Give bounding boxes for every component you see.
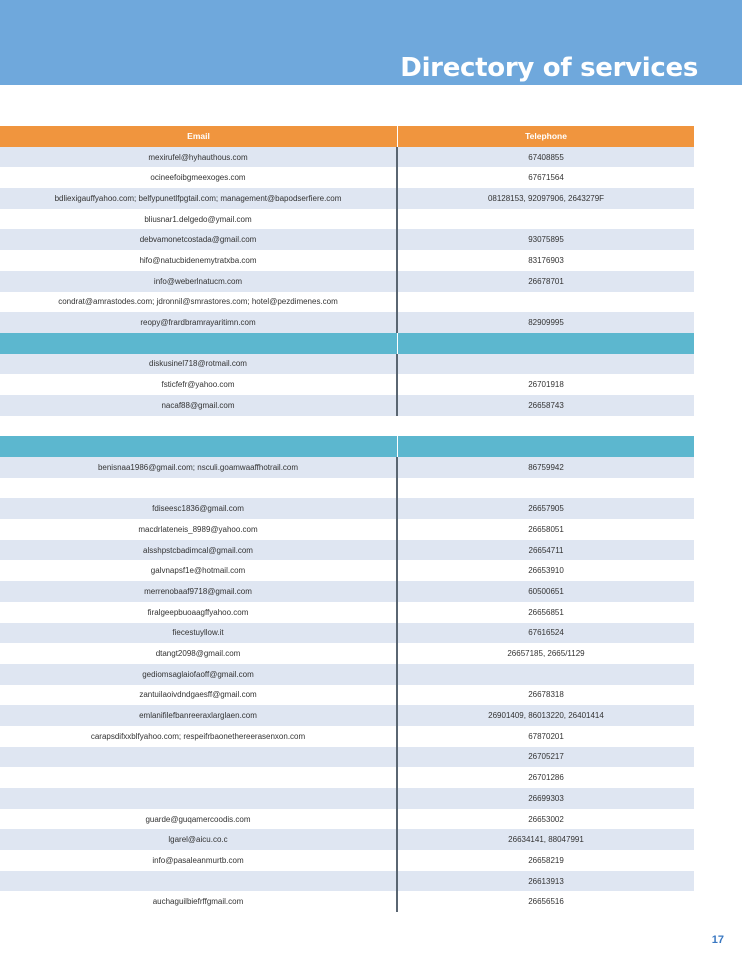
email-cell: alsshpstcbadimcal@gmail.com [0, 540, 398, 561]
email-cell: benisnaa1986@gmail.com; nsculi.goamwaaffhotrail.com [0, 457, 398, 478]
email-cell: guarde@guqamercoodis.com [0, 809, 398, 830]
telephone-cell: 26656851 [528, 607, 564, 617]
telephone-cell [398, 209, 694, 230]
table-row [0, 271, 694, 292]
email-cell [0, 788, 398, 809]
table-row [0, 829, 694, 850]
telephone-cell: 26901409, 86013220, 26401414 [488, 711, 604, 721]
telephone-cell: 26658219 [528, 855, 564, 865]
table-row [0, 250, 694, 271]
table-row [0, 809, 694, 830]
email-cell: dtangt2098@gmail.com [0, 643, 398, 664]
telephone-cell [398, 333, 694, 354]
email-cell: galvnapsf1e@hotmail.com [0, 560, 398, 581]
table-row [0, 705, 694, 726]
table-row [0, 560, 694, 581]
table-row [0, 498, 694, 519]
table-row [0, 374, 694, 395]
email-cell: macdrlateneis_8989@yahoo.com [0, 519, 398, 540]
telephone-cell: 86759942 [528, 462, 564, 472]
table-row [0, 788, 694, 809]
table-row [0, 167, 694, 188]
table-row [0, 643, 694, 664]
telephone-cell: 26699303 [528, 793, 564, 803]
table-row [0, 540, 694, 561]
column-header-telephone: Telephone [525, 131, 567, 142]
telephone-cell [398, 416, 694, 437]
telephone-cell: 82909995 [528, 318, 564, 328]
email-cell: diskusinel718@rotmail.com [0, 354, 398, 375]
email-cell [0, 747, 398, 768]
telephone-cell: 83176903 [528, 255, 564, 265]
email-cell [0, 436, 398, 457]
table-spacer-row [0, 416, 694, 437]
telephone-cell: 26634141, 88047991 [508, 835, 584, 845]
email-cell: fiecestuyllow.it [0, 623, 398, 644]
email-cell: fsticfefr@yahoo.com [0, 374, 398, 395]
email-cell: info@weberlnatucm.com [0, 271, 398, 292]
telephone-cell [398, 478, 694, 499]
table-row [0, 395, 694, 416]
table-row [0, 767, 694, 788]
table-row [0, 147, 694, 168]
email-cell: debvamonetcostada@gmail.com [0, 229, 398, 250]
table-body [0, 147, 694, 912]
table-row [0, 209, 694, 230]
email-cell: auchaguilbiefrffgmail.com [0, 891, 398, 912]
email-cell: gediomsaglaiofaoff@gmail.com [0, 664, 398, 685]
email-cell: info@pasaleanmurtb.com [0, 850, 398, 871]
telephone-cell: 26678701 [528, 276, 564, 286]
email-cell: reopy@frardbramrayaritimn.com [0, 312, 398, 333]
telephone-cell: 67408855 [528, 152, 564, 162]
email-cell [0, 416, 398, 437]
table-row [0, 726, 694, 747]
email-cell: merrenobaaf9718@gmail.com [0, 581, 398, 602]
table-row [0, 850, 694, 871]
table-row [0, 478, 694, 499]
telephone-cell: 26705217 [528, 752, 564, 762]
table-row [0, 747, 694, 768]
table-row [0, 292, 694, 313]
telephone-cell: 26701286 [528, 773, 564, 783]
email-cell [0, 333, 398, 354]
email-cell [0, 767, 398, 788]
telephone-cell: 67870201 [528, 731, 564, 741]
telephone-cell: 26613913 [528, 876, 564, 886]
telephone-cell: 26653002 [528, 814, 564, 824]
email-cell [0, 478, 398, 499]
telephone-cell: 26678318 [528, 690, 564, 700]
table-section-row [0, 333, 694, 354]
telephone-cell: 26657185, 2665/1129 [507, 649, 585, 659]
table-row [0, 229, 694, 250]
table-row [0, 312, 694, 333]
telephone-cell: 26654711 [528, 545, 564, 555]
email-cell: condrat@amrastodes.com; jdronnil@smrastores.com; hotel@pezdimenes.com [0, 292, 398, 313]
email-cell: emlanifilefbanreeraxlarglaen.com [0, 705, 398, 726]
page-number: 17 [711, 934, 724, 946]
email-cell: bliusnar1.delgedo@ymail.com [0, 209, 398, 230]
table-header-row [0, 126, 694, 147]
title-banner [0, 0, 742, 85]
telephone-cell: 93075895 [528, 235, 564, 245]
telephone-cell: 26653910 [528, 566, 564, 576]
email-cell: fdiseesc1836@gmail.com [0, 498, 398, 519]
email-cell: carapsdifxxblfyahoo.com; respeifrbaonethereerasenxon.com [0, 726, 398, 747]
telephone-cell: 08128153, 92097906, 2643279F [487, 193, 605, 203]
table-row [0, 871, 694, 892]
telephone-cell: 67616524 [528, 628, 564, 638]
table-row [0, 623, 694, 644]
table-row [0, 581, 694, 602]
table-row [0, 664, 694, 685]
telephone-cell: 26658051 [528, 524, 564, 534]
telephone-cell: 26701918 [528, 380, 564, 390]
telephone-cell: 26657905 [528, 504, 564, 514]
email-cell: bdliexigauffyahoo.com; belfypunetlfpgtail.com; management@bapodserfiere.com [0, 188, 398, 209]
table-row [0, 457, 694, 478]
table-row [0, 602, 694, 623]
telephone-cell [398, 354, 694, 375]
telephone-cell [398, 292, 694, 313]
directory-table [0, 126, 694, 912]
telephone-cell: 26656516 [528, 897, 564, 907]
telephone-cell: 26658743 [528, 400, 564, 410]
email-cell: mexirufel@hyhauthous.com [0, 147, 398, 168]
page-title: Directory of services [400, 53, 698, 83]
email-cell: ocineefoibgmeexoges.com [0, 167, 398, 188]
table-row [0, 685, 694, 706]
telephone-cell: 67671564 [528, 173, 564, 183]
email-cell: zantuilaoivdndgaesff@gmail.com [0, 685, 398, 706]
email-cell: nacaf88@gmail.com [0, 395, 398, 416]
table-row [0, 891, 694, 912]
table-row [0, 354, 694, 375]
email-cell: firalgeepbuoaagffyahoo.com [0, 602, 398, 623]
table-row [0, 188, 694, 209]
column-header-email: Email [0, 126, 398, 147]
telephone-cell [398, 436, 694, 457]
email-cell [0, 871, 398, 892]
table-section-row [0, 436, 694, 457]
telephone-cell [398, 664, 694, 685]
table-row [0, 519, 694, 540]
email-cell: hifo@natucbidenemytratxba.com [0, 250, 398, 271]
telephone-cell: 60500651 [528, 586, 564, 596]
email-cell: lgarel@aicu.co.c [0, 829, 398, 850]
